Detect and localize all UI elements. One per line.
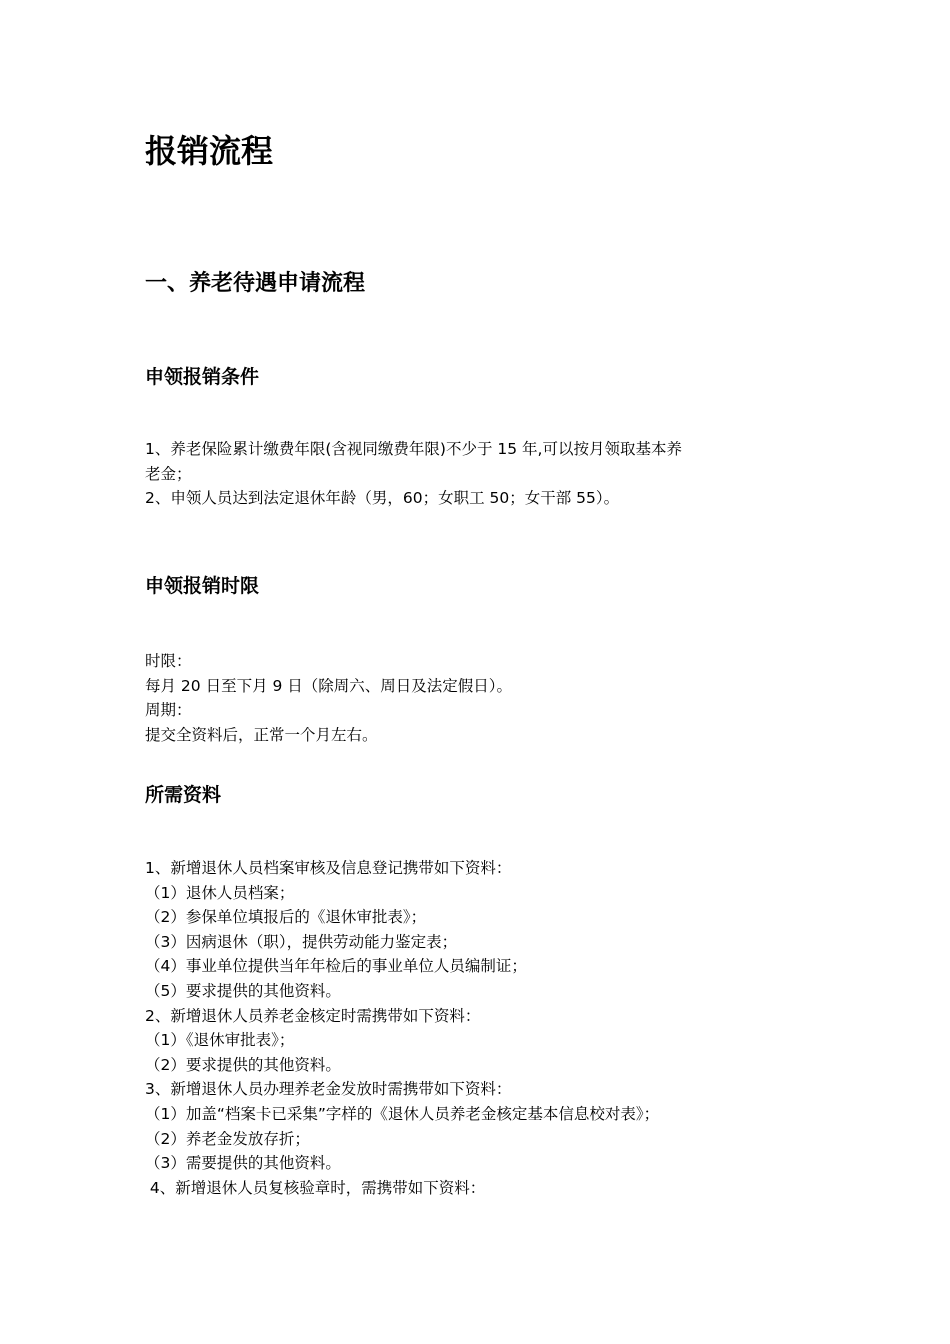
materials-line: 1、新增退休人员档案审核及信息登记携带如下资料： — [145, 859, 512, 877]
conditions-line: 老金； — [145, 464, 192, 483]
document-title: 报销流程 — [145, 132, 274, 170]
materials-line: （4）事业单位提供当年年检后的事业单位人员编制证； — [145, 957, 527, 976]
section-heading-pension-application: 一、养老待遇申请流程 — [145, 271, 366, 296]
time-limit-text — [145, 649, 512, 747]
materials-line: 2、新增退休人员养老金核定时需携带如下资料： — [145, 1006, 481, 1025]
conditions-text — [145, 437, 682, 511]
materials-line: （3）因病退休（职），提供劳动能力鉴定表； — [145, 932, 458, 951]
materials-line: （1）《退休审批表》； — [145, 1031, 295, 1050]
time-limit-line: 每月 20 日至下月 9 日（除周六、周日及法定假日）。 — [145, 676, 513, 695]
time-limit-line: 时限： — [145, 652, 192, 670]
conditions-line: 1、养老保险累计缴费年限(含视同缴费年限)不少于 15 年,可以按月领取基本养 — [145, 440, 682, 458]
materials-text — [145, 856, 659, 1200]
conditions-line: 2、申领人员达到法定退休年龄（男，60；女职工 50；女干部 55）。 — [145, 489, 620, 508]
materials-line: （3）需要提供的其他资料。 — [145, 1154, 341, 1173]
materials-line: 3、新增退休人员办理养老金发放时需携带如下资料： — [145, 1080, 512, 1099]
subheading-conditions: 申领报销条件 — [145, 366, 260, 388]
materials-line: 4、新增退休人员复核验章时，需携带如下资料： — [145, 1178, 486, 1197]
materials-line: （2）参保单位填报后的《退休审批表》； — [145, 908, 427, 927]
subheading-time-limit: 申领报销时限 — [145, 575, 260, 597]
materials-line: （1）加盖“档案卡已采集”字样的《退休人员养老金核定基本信息校对表》； — [145, 1104, 660, 1123]
subheading-materials: 所需资料 — [145, 784, 222, 806]
materials-line: （5）要求提供的其他资料。 — [145, 981, 341, 1000]
time-limit-line: 提交全资料后，正常一个月左右。 — [145, 725, 378, 744]
materials-line: （2）养老金发放存折； — [145, 1129, 310, 1148]
time-limit-line: 周期： — [145, 701, 192, 720]
materials-line: （1）退休人员档案； — [145, 883, 295, 902]
materials-line: （2）要求提供的其他资料。 — [145, 1055, 341, 1074]
